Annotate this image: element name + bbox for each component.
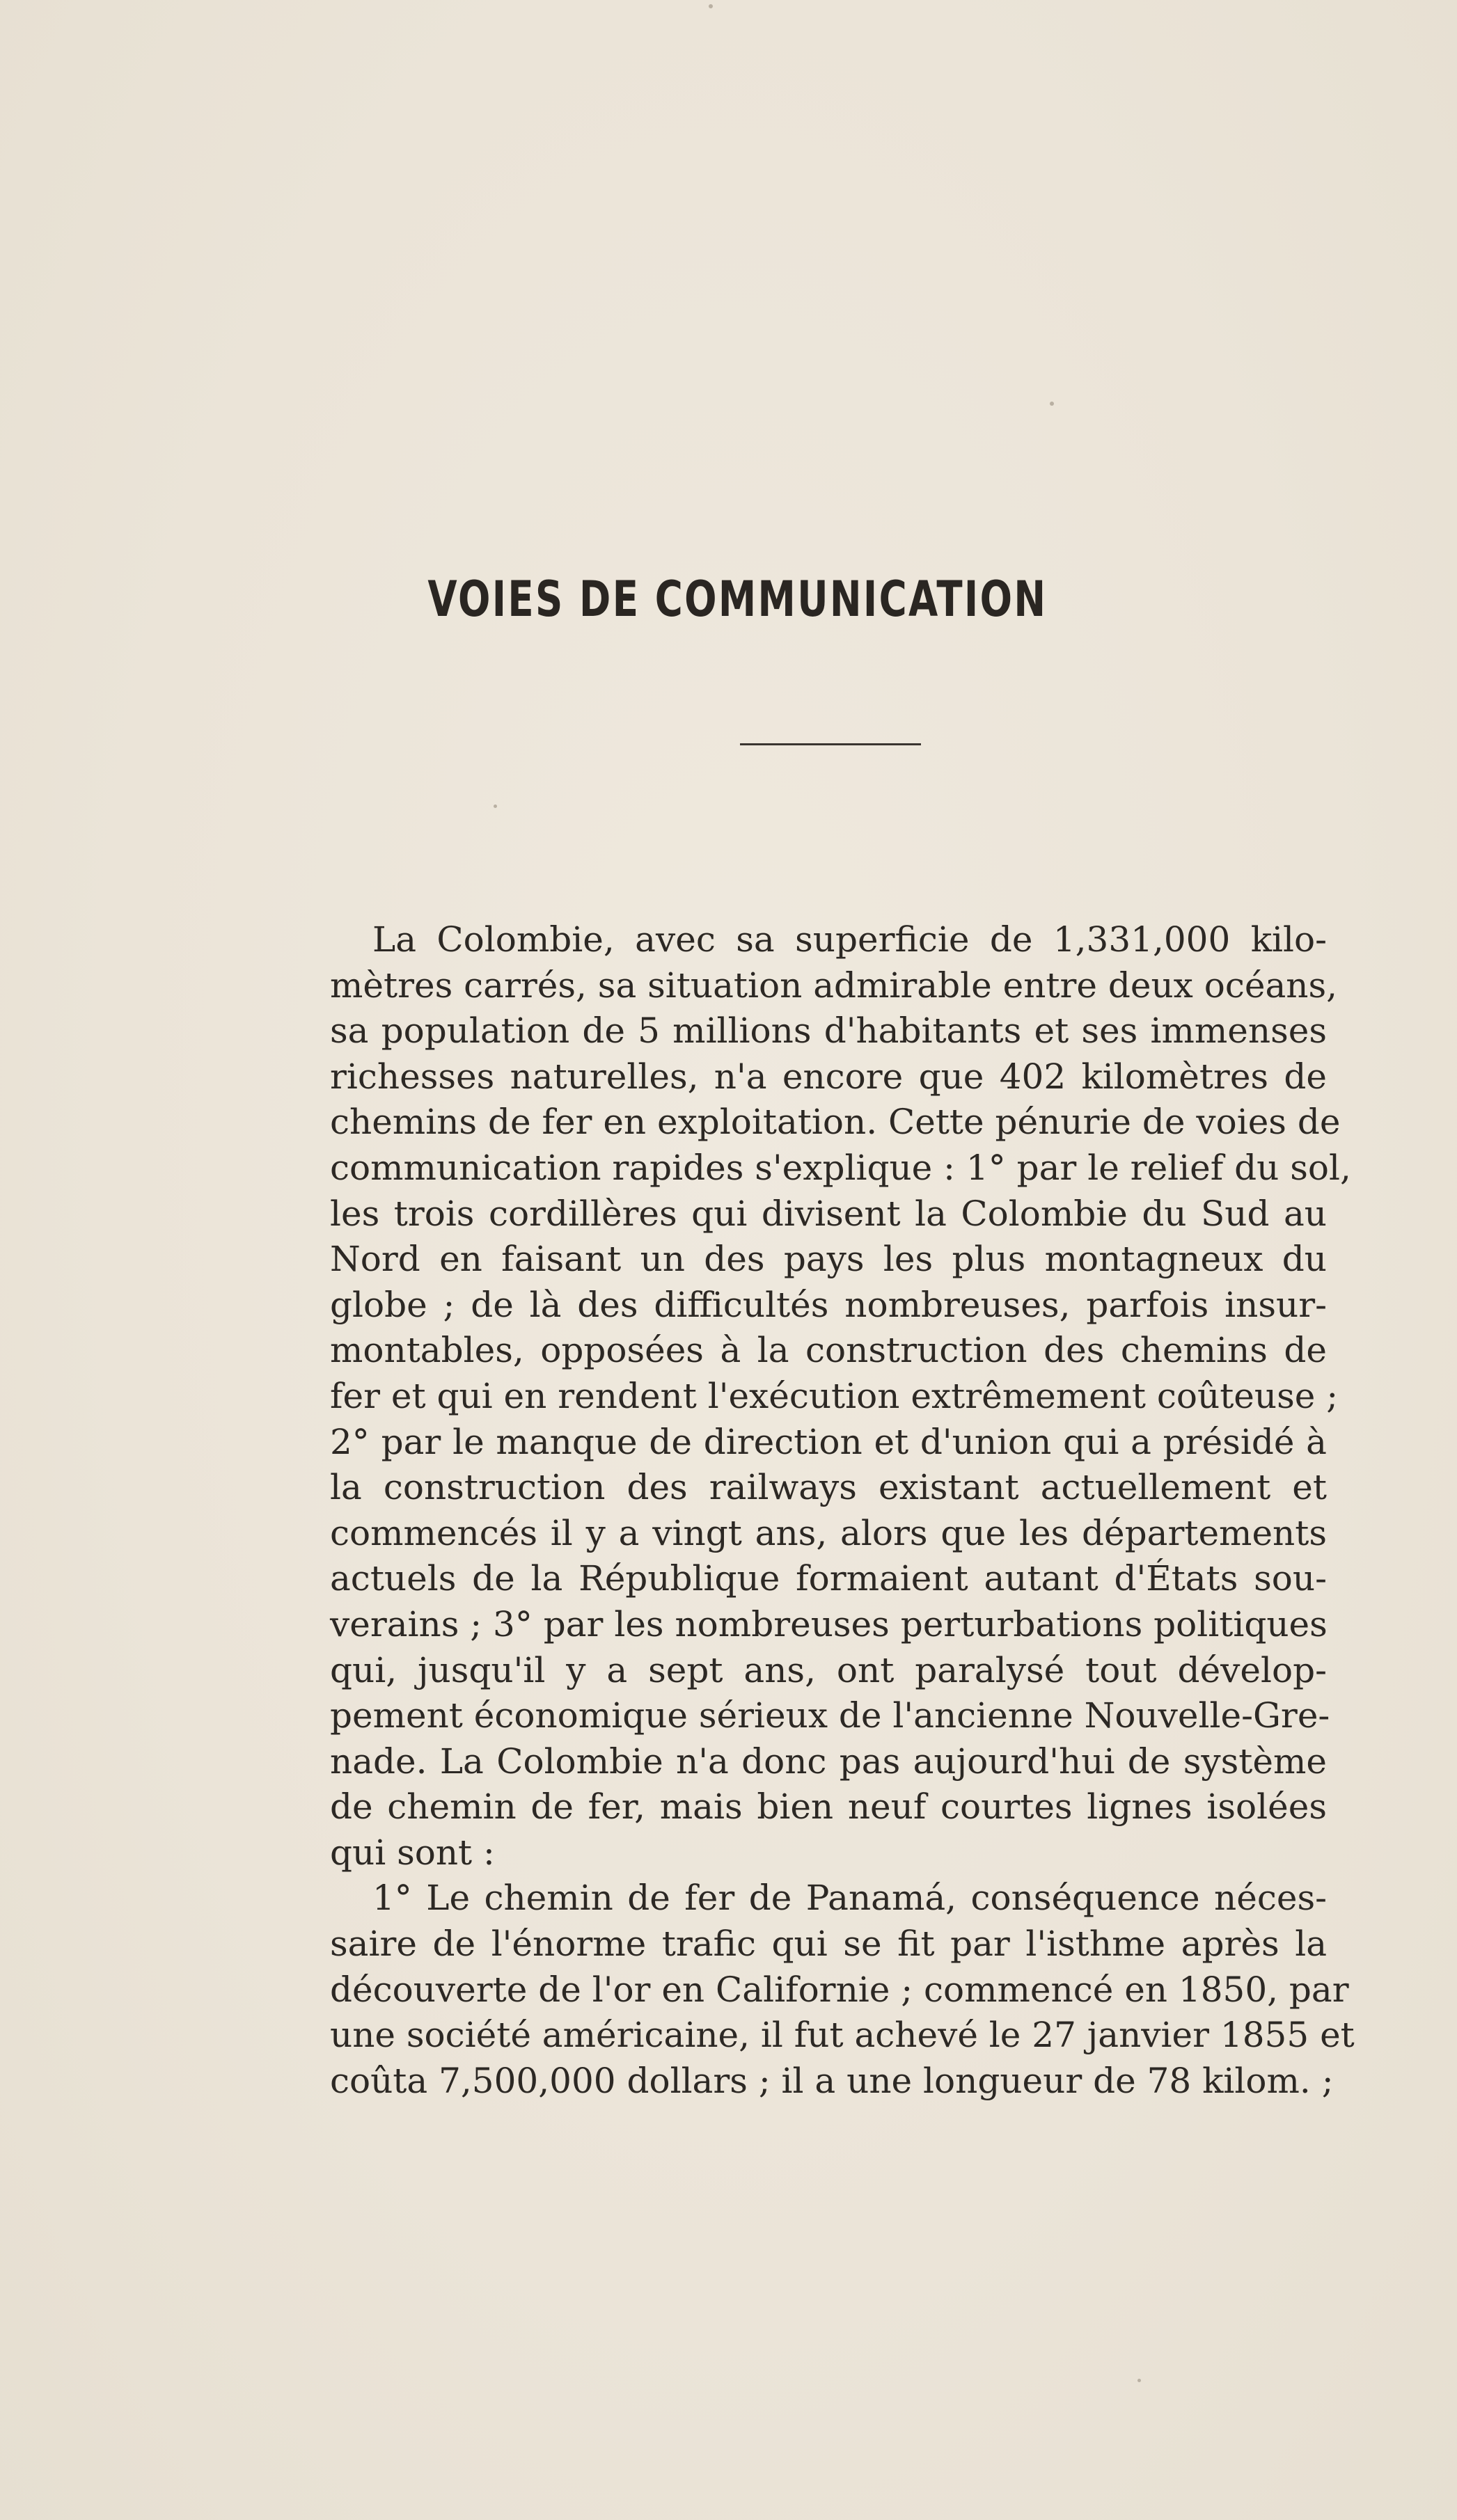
text-line: de chemin de fer, mais bien neuf courtes lignes isolées bbox=[330, 1786, 1327, 1828]
text-line: globe ; de là des difficultés nombreuses, parfois insur- bbox=[330, 1284, 1327, 1325]
text-line: une société américaine, il fut achevé le 27 janvier 1855 et bbox=[330, 2015, 1355, 2056]
text-line: la construction des railways existant actuellement et bbox=[330, 1467, 1327, 1508]
chapter-title: VOIES DE COMMUNICATION bbox=[427, 571, 1048, 628]
text-line: communication rapides s'explique : 1° par le relief du sol, bbox=[330, 1147, 1351, 1188]
text-line: sa population de 5 millions d'habitants et ses immenses bbox=[330, 1011, 1327, 1052]
paper-speck bbox=[494, 805, 497, 808]
text-line: richesses naturelles, n'a encore que 402 kilomètres de bbox=[330, 1056, 1327, 1097]
text-line: découverte de l'or en Californie ; commencé en 1850, par bbox=[330, 1969, 1349, 2010]
text-line: nade. La Colombie n'a donc pas aujourd'hui de système bbox=[330, 1741, 1327, 1782]
text-line: mètres carrés, sa situation admirable entre deux océans, bbox=[330, 965, 1338, 1006]
body-text bbox=[330, 917, 1355, 2104]
text-line: commencés il y a vingt ans, alors que les départements bbox=[330, 1512, 1327, 1553]
text-line: actuels de la République formaient autant d'États sou- bbox=[330, 1558, 1327, 1599]
text-line: fer et qui en rendent l'exécution extrêmement coûteuse ; bbox=[330, 1375, 1339, 1416]
text-line: La Colombie, avec sa superficie de 1,331,000 kilo- bbox=[372, 919, 1327, 960]
text-line: montables, opposées à la construction des chemins de bbox=[330, 1330, 1327, 1371]
text-line: pement économique sérieux de l'ancienne Nouvelle-Gre- bbox=[330, 1695, 1330, 1736]
text-line: qui, jusqu'il y a sept ans, ont paralysé tout dévelop- bbox=[330, 1649, 1327, 1690]
paper-speck bbox=[1137, 2379, 1141, 2382]
text-line: saire de l'énorme trafic qui se fit par l'isthme après la bbox=[330, 1924, 1327, 1965]
text-line: 1° Le chemin de fer de Panamá, conséquence néces- bbox=[372, 1878, 1327, 1919]
paper-speck bbox=[709, 4, 713, 8]
text-line: 2° par le manque de direction et d'union qui a présidé à bbox=[330, 1421, 1327, 1462]
text-line: coûta 7,500,000 dollars ; il a une longueur de 78 kilom. ; bbox=[330, 2060, 1334, 2101]
title-divider bbox=[740, 743, 921, 745]
text-line: qui sont : bbox=[330, 1832, 495, 1873]
paper-speck bbox=[1050, 402, 1054, 406]
text-line: verains ; 3° par les nombreuses perturbations politiques bbox=[330, 1603, 1328, 1645]
text-line: les trois cordillères qui divisent la Colombie du Sud au bbox=[330, 1193, 1327, 1234]
text-line: chemins de fer en exploitation. Cette pénurie de voies de bbox=[330, 1102, 1341, 1143]
text-line: Nord en faisant un des pays les plus montagneux du bbox=[330, 1239, 1327, 1280]
